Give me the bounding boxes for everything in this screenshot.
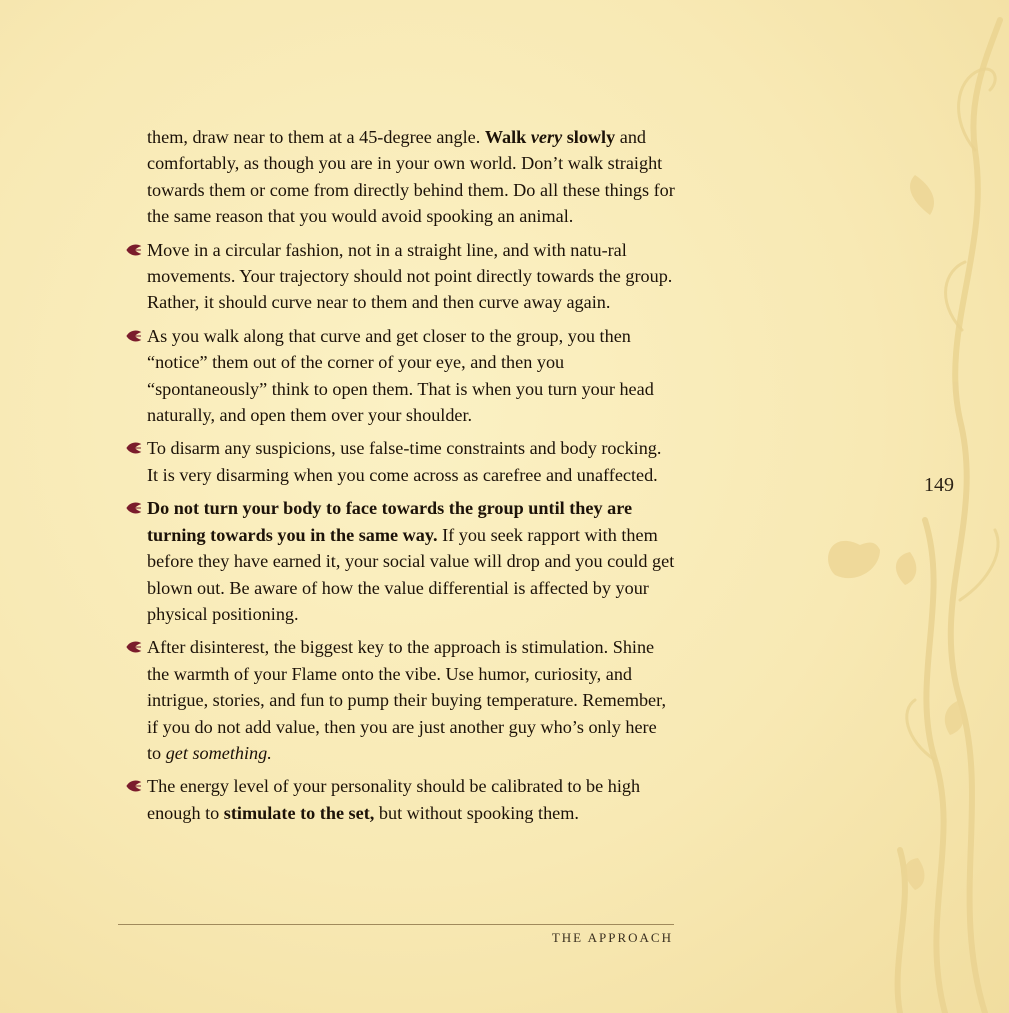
body-text [147,124,675,833]
leaf-bullet-icon [126,779,142,793]
bold-phrase: Walk very slowly [484,127,616,147]
leaf-bullet-icon [126,243,142,257]
bullet-item: The energy level of your personality should be calibrated to be high enough to stimulate to the set, but without spooking them. [147,773,675,826]
bullet-item: After disinterest, the biggest key to the approach is stimulation. Shine the warmth of your Flame onto the vibe. Use humor, curiosity, and intrigue, stories, and fun to pump their buying temperature. Remember, if you do not add value, then you are just another guy who’s only here to get something. [147,634,675,766]
italic-phrase: get something. [165,742,272,763]
leaf-bullet-icon [126,441,142,455]
paragraph-continuation: them, draw near to them at a 45-degree angle. Walk very slowly and comfortably, as though you are in your own world. Don’t walk straight towards them or come from directly behind them. Do all these things for the same reason that you would avoid spooking an animal. [147,127,675,227]
leaf-bullet-icon [126,640,142,654]
bold-phrase: stimulate to the set, [223,802,375,823]
footer-divider [118,924,674,925]
bullet-item: As you walk along that curve and get closer to the group, you then “notice” them out of the corner of your eye, and then you “spontaneously” think to open them. That is when you turn your head naturally, and open them over your shoulder. [147,323,675,429]
bullet-item: To disarm any suspicions, use false-time constraints and body rocking. It is very disarming when you come across as carefree and unaffected. [147,435,675,488]
running-footer: THE APPROACH [551,930,673,945]
bullet-item: Do not turn your body to face towards the group until they are turning towards you in the same way. If you seek rapport with them before they have earned it, your social value will drop and you could get blown out. Be aware of how the value differential is affected by your physical positioning. [147,495,675,627]
page-number: 149 [924,474,954,496]
leaf-bullet-icon [126,501,142,515]
leaf-bullet-icon [126,329,142,343]
bullet-item: Move in a circular fashion, not in a straight line, and with natu-ral movements. Your trajectory should not point directly towards the group. Rather, it should curve near to them and then curve away again. [147,237,675,316]
bold-phrase: Do not turn your body to face towards the group until they are turning towards you in the same way. [147,498,633,545]
